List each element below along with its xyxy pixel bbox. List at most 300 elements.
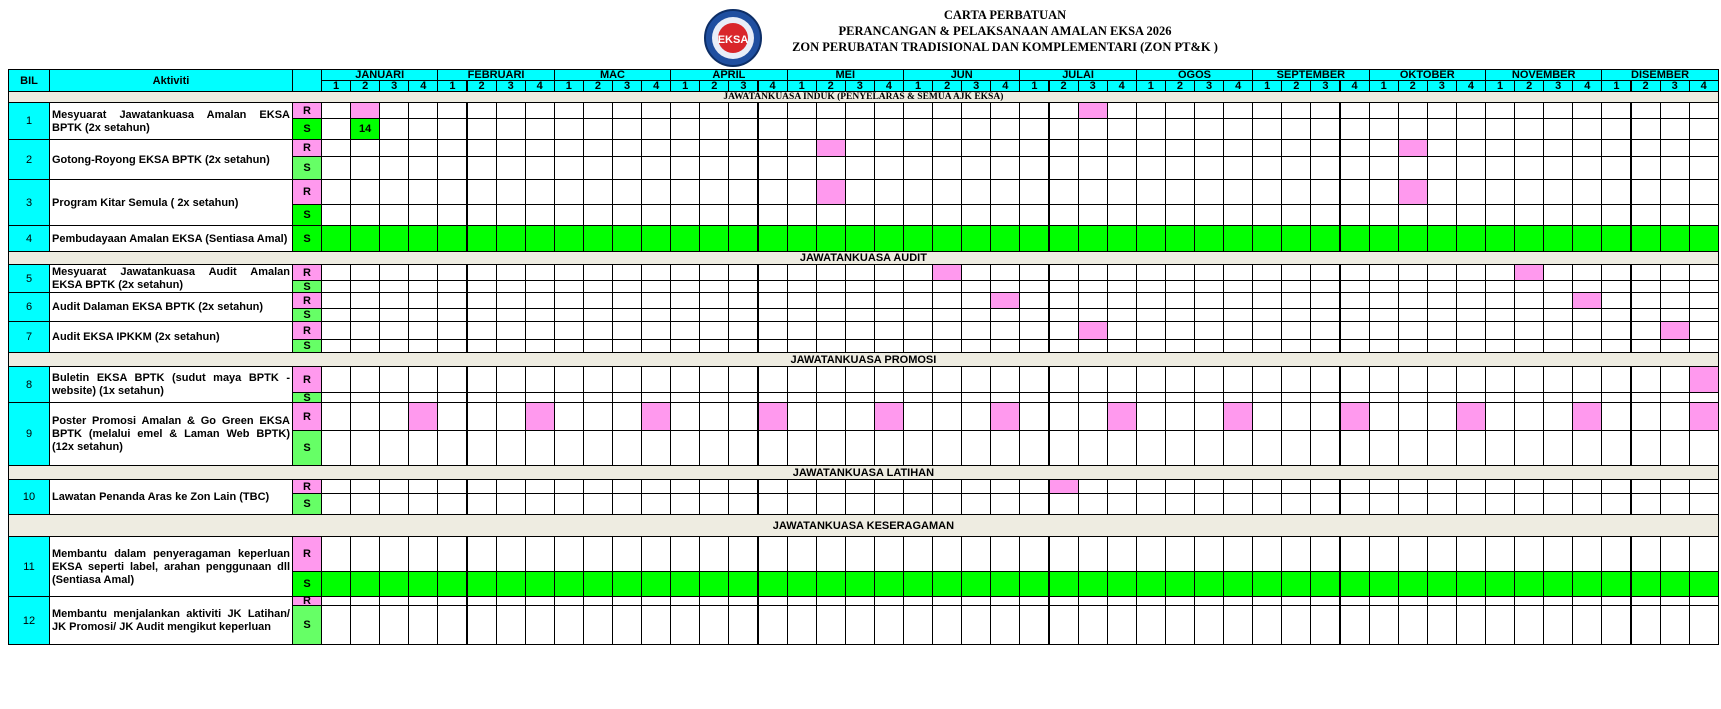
plan-cell[interactable] [1456, 536, 1486, 572]
plan-cell[interactable] [1049, 402, 1079, 431]
plan-cell[interactable] [903, 264, 933, 281]
actual-cell[interactable] [1543, 339, 1573, 353]
plan-cell[interactable] [612, 479, 642, 494]
plan-cell[interactable] [699, 292, 729, 309]
actual-cell[interactable] [1398, 493, 1428, 515]
actual-cell[interactable] [1456, 308, 1486, 322]
plan-cell[interactable] [1601, 536, 1631, 572]
actual-cell[interactable] [554, 118, 584, 140]
plan-cell[interactable] [670, 264, 700, 281]
plan-cell[interactable] [1456, 264, 1486, 281]
plan-cell[interactable] [612, 536, 642, 572]
actual-cell[interactable] [1310, 118, 1340, 140]
actual-cell-done[interactable] [1543, 225, 1573, 252]
actual-cell[interactable] [1572, 204, 1602, 226]
actual-cell[interactable] [1456, 605, 1486, 645]
plan-cell[interactable] [1136, 402, 1166, 431]
plan-cell[interactable] [1543, 102, 1573, 119]
actual-cell[interactable] [525, 493, 555, 515]
actual-cell[interactable] [1485, 204, 1515, 226]
plan-cell[interactable] [1281, 366, 1311, 393]
plan-cell[interactable] [670, 139, 700, 157]
actual-cell[interactable] [554, 339, 584, 353]
actual-cell[interactable] [1514, 308, 1544, 322]
plan-cell[interactable] [1514, 139, 1544, 157]
plan-cell[interactable] [1310, 139, 1340, 157]
actual-cell[interactable] [1281, 430, 1311, 466]
actual-cell-done[interactable] [1078, 225, 1108, 252]
actual-cell[interactable] [1514, 339, 1544, 353]
actual-cell[interactable] [641, 204, 671, 226]
plan-cell[interactable] [1049, 179, 1079, 205]
plan-cell[interactable] [1660, 292, 1690, 309]
actual-cell[interactable] [583, 204, 613, 226]
actual-cell-done[interactable] [728, 571, 758, 597]
actual-cell-done[interactable] [932, 571, 962, 597]
actual-cell-done[interactable] [1485, 571, 1515, 597]
plan-cell[interactable] [787, 366, 817, 393]
plan-cell[interactable] [1078, 402, 1108, 431]
actual-cell[interactable] [437, 204, 467, 226]
actual-cell-done[interactable] [1427, 571, 1457, 597]
plan-cell[interactable] [379, 402, 409, 431]
actual-cell-done[interactable] [467, 225, 497, 252]
plan-cell[interactable] [1107, 479, 1137, 494]
actual-cell[interactable] [641, 605, 671, 645]
plan-cell-marked[interactable] [932, 264, 962, 281]
actual-cell[interactable] [874, 430, 904, 466]
plan-cell[interactable] [758, 264, 788, 281]
actual-cell[interactable] [903, 430, 933, 466]
plan-cell[interactable] [554, 292, 584, 309]
actual-cell[interactable] [1107, 118, 1137, 140]
actual-cell-done[interactable] [1194, 571, 1224, 597]
plan-cell[interactable] [1049, 292, 1079, 309]
plan-cell[interactable] [1369, 321, 1399, 340]
actual-cell[interactable] [467, 605, 497, 645]
actual-cell[interactable] [1165, 156, 1195, 180]
plan-cell-marked[interactable] [1398, 139, 1428, 157]
plan-cell[interactable] [379, 264, 409, 281]
actual-cell[interactable] [1223, 308, 1253, 322]
actual-cell[interactable] [1049, 204, 1079, 226]
actual-cell-done[interactable] [816, 225, 846, 252]
actual-cell[interactable] [990, 308, 1020, 322]
actual-cell[interactable] [379, 430, 409, 466]
actual-cell[interactable] [496, 493, 526, 515]
plan-cell[interactable] [612, 102, 642, 119]
actual-cell[interactable] [816, 493, 846, 515]
plan-cell[interactable] [612, 366, 642, 393]
actual-cell[interactable] [496, 339, 526, 353]
plan-cell[interactable] [467, 366, 497, 393]
actual-cell-done[interactable] [641, 225, 671, 252]
actual-cell[interactable] [350, 156, 380, 180]
plan-cell-marked[interactable] [1572, 402, 1602, 431]
actual-cell-done[interactable] [1660, 225, 1690, 252]
plan-cell[interactable] [525, 292, 555, 309]
actual-cell[interactable] [816, 204, 846, 226]
actual-cell[interactable] [1456, 339, 1486, 353]
actual-cell[interactable] [554, 430, 584, 466]
plan-cell[interactable] [1194, 292, 1224, 309]
plan-cell[interactable] [1514, 292, 1544, 309]
plan-cell[interactable] [1049, 102, 1079, 119]
plan-cell[interactable] [1456, 321, 1486, 340]
actual-cell-done[interactable] [1689, 225, 1719, 252]
plan-cell[interactable] [1543, 366, 1573, 393]
actual-cell[interactable] [758, 493, 788, 515]
plan-cell[interactable] [467, 139, 497, 157]
actual-cell[interactable] [758, 156, 788, 180]
actual-cell[interactable] [612, 308, 642, 322]
plan-cell[interactable] [350, 179, 380, 205]
plan-cell[interactable] [1631, 292, 1661, 309]
actual-cell[interactable] [437, 493, 467, 515]
plan-cell[interactable] [1543, 292, 1573, 309]
plan-cell[interactable] [408, 139, 438, 157]
actual-cell-done[interactable] [1223, 571, 1253, 597]
actual-cell[interactable] [1107, 204, 1137, 226]
plan-cell[interactable] [1136, 179, 1166, 205]
plan-cell[interactable] [1601, 402, 1631, 431]
actual-cell[interactable] [1136, 339, 1166, 353]
plan-cell[interactable] [1194, 536, 1224, 572]
plan-cell[interactable] [699, 366, 729, 393]
actual-cell[interactable] [1078, 605, 1108, 645]
actual-cell[interactable] [1019, 308, 1049, 322]
plan-cell[interactable] [758, 292, 788, 309]
plan-cell[interactable] [1427, 292, 1457, 309]
actual-cell-done[interactable] [612, 225, 642, 252]
actual-cell[interactable] [612, 118, 642, 140]
plan-cell[interactable] [787, 102, 817, 119]
actual-cell[interactable] [787, 605, 817, 645]
actual-cell-done[interactable] [1136, 571, 1166, 597]
actual-cell[interactable] [437, 156, 467, 180]
plan-cell[interactable] [1340, 102, 1370, 119]
plan-cell[interactable] [408, 292, 438, 309]
plan-cell[interactable] [1631, 102, 1661, 119]
plan-cell[interactable] [1689, 102, 1719, 119]
actual-cell[interactable] [932, 430, 962, 466]
actual-cell[interactable] [1252, 605, 1282, 645]
plan-cell[interactable] [1223, 292, 1253, 309]
actual-cell[interactable] [1340, 308, 1370, 322]
plan-cell[interactable] [1165, 264, 1195, 281]
actual-cell[interactable] [1223, 605, 1253, 645]
plan-cell[interactable] [1223, 479, 1253, 494]
plan-cell[interactable] [787, 264, 817, 281]
plan-cell[interactable] [1078, 179, 1108, 205]
plan-cell[interactable] [758, 366, 788, 393]
plan-cell[interactable] [670, 402, 700, 431]
plan-cell[interactable] [1136, 264, 1166, 281]
plan-cell[interactable] [903, 292, 933, 309]
actual-cell[interactable] [496, 118, 526, 140]
actual-cell[interactable] [612, 430, 642, 466]
plan-cell[interactable] [1601, 292, 1631, 309]
plan-cell[interactable] [787, 139, 817, 157]
plan-cell[interactable] [583, 102, 613, 119]
actual-cell-done[interactable] [1631, 225, 1661, 252]
plan-cell[interactable] [1136, 366, 1166, 393]
actual-cell[interactable] [1252, 308, 1282, 322]
plan-cell[interactable] [437, 402, 467, 431]
plan-cell[interactable] [1543, 536, 1573, 572]
plan-cell[interactable] [1485, 102, 1515, 119]
actual-cell[interactable] [990, 156, 1020, 180]
actual-cell[interactable] [1107, 493, 1137, 515]
plan-cell[interactable] [525, 264, 555, 281]
actual-cell-done[interactable] [990, 225, 1020, 252]
plan-cell[interactable] [1485, 264, 1515, 281]
actual-cell[interactable] [670, 493, 700, 515]
actual-cell[interactable] [699, 430, 729, 466]
plan-cell[interactable] [1631, 536, 1661, 572]
plan-cell[interactable] [1369, 264, 1399, 281]
plan-cell[interactable] [379, 321, 409, 340]
actual-cell[interactable] [1049, 308, 1079, 322]
plan-cell[interactable] [845, 402, 875, 431]
plan-cell[interactable] [1398, 292, 1428, 309]
plan-cell[interactable] [1689, 321, 1719, 340]
actual-cell[interactable] [1601, 339, 1631, 353]
actual-cell[interactable] [728, 339, 758, 353]
actual-cell[interactable] [1456, 430, 1486, 466]
actual-cell[interactable] [816, 339, 846, 353]
plan-cell[interactable] [1252, 292, 1282, 309]
plan-cell[interactable] [1136, 479, 1166, 494]
actual-cell[interactable] [1485, 339, 1515, 353]
actual-cell[interactable] [1107, 308, 1137, 322]
actual-cell-done[interactable] [1136, 225, 1166, 252]
actual-cell[interactable] [699, 339, 729, 353]
plan-cell[interactable] [408, 179, 438, 205]
plan-cell[interactable] [1078, 479, 1108, 494]
actual-cell[interactable] [1078, 430, 1108, 466]
actual-cell[interactable] [699, 605, 729, 645]
plan-cell[interactable] [1689, 292, 1719, 309]
plan-cell[interactable] [845, 139, 875, 157]
plan-cell[interactable] [1572, 479, 1602, 494]
actual-cell[interactable] [1543, 204, 1573, 226]
actual-cell[interactable] [554, 156, 584, 180]
actual-cell[interactable] [816, 308, 846, 322]
plan-cell[interactable] [670, 366, 700, 393]
actual-cell[interactable] [932, 118, 962, 140]
actual-cell-done[interactable] [1310, 571, 1340, 597]
actual-cell-done[interactable] [1078, 571, 1108, 597]
actual-cell[interactable] [379, 308, 409, 322]
actual-cell-done[interactable] [1019, 571, 1049, 597]
plan-cell[interactable] [1310, 402, 1340, 431]
actual-cell[interactable] [845, 493, 875, 515]
actual-cell[interactable] [554, 605, 584, 645]
plan-cell[interactable] [1049, 536, 1079, 572]
plan-cell[interactable] [1019, 321, 1049, 340]
actual-cell[interactable] [1601, 430, 1631, 466]
actual-cell[interactable] [932, 493, 962, 515]
actual-cell[interactable] [1398, 339, 1428, 353]
plan-cell[interactable] [612, 402, 642, 431]
actual-cell[interactable] [787, 156, 817, 180]
plan-cell[interactable] [1194, 102, 1224, 119]
actual-cell[interactable] [758, 118, 788, 140]
plan-cell[interactable] [1398, 321, 1428, 340]
actual-cell[interactable] [1049, 493, 1079, 515]
plan-cell[interactable] [990, 139, 1020, 157]
plan-cell[interactable] [641, 102, 671, 119]
plan-cell[interactable] [874, 366, 904, 393]
actual-cell[interactable] [787, 493, 817, 515]
plan-cell[interactable] [437, 321, 467, 340]
actual-cell[interactable] [728, 493, 758, 515]
plan-cell[interactable] [1427, 139, 1457, 157]
actual-cell[interactable] [1281, 493, 1311, 515]
actual-cell[interactable] [990, 430, 1020, 466]
actual-cell[interactable] [903, 156, 933, 180]
plan-cell[interactable] [670, 102, 700, 119]
actual-cell[interactable] [1165, 204, 1195, 226]
plan-cell[interactable] [408, 321, 438, 340]
plan-cell[interactable] [1572, 264, 1602, 281]
actual-cell[interactable] [525, 605, 555, 645]
actual-cell[interactable] [1631, 339, 1661, 353]
plan-cell[interactable] [1631, 366, 1661, 393]
plan-cell[interactable] [932, 139, 962, 157]
actual-cell[interactable] [467, 156, 497, 180]
plan-cell[interactable] [583, 321, 613, 340]
actual-cell[interactable] [583, 156, 613, 180]
actual-cell[interactable] [961, 156, 991, 180]
actual-cell[interactable] [1136, 204, 1166, 226]
plan-cell[interactable] [1631, 321, 1661, 340]
plan-cell[interactable] [1223, 139, 1253, 157]
actual-cell[interactable] [496, 204, 526, 226]
actual-cell[interactable] [408, 605, 438, 645]
plan-cell[interactable] [1340, 139, 1370, 157]
plan-cell[interactable] [903, 479, 933, 494]
actual-cell-done[interactable] [1398, 225, 1428, 252]
plan-cell[interactable] [1572, 139, 1602, 157]
plan-cell[interactable] [1019, 179, 1049, 205]
plan-cell[interactable] [1165, 366, 1195, 393]
actual-cell-done[interactable] [961, 571, 991, 597]
plan-cell[interactable] [699, 102, 729, 119]
actual-cell[interactable] [932, 156, 962, 180]
actual-cell[interactable] [1631, 493, 1661, 515]
plan-cell[interactable] [699, 179, 729, 205]
actual-cell[interactable] [1340, 156, 1370, 180]
actual-cell-done[interactable] [1223, 225, 1253, 252]
actual-cell[interactable] [612, 204, 642, 226]
plan-cell[interactable] [932, 402, 962, 431]
plan-cell[interactable] [1660, 536, 1690, 572]
actual-cell[interactable] [525, 118, 555, 140]
plan-cell[interactable] [641, 264, 671, 281]
plan-cell[interactable] [554, 139, 584, 157]
plan-cell[interactable] [350, 479, 380, 494]
actual-cell-done[interactable] [1252, 571, 1282, 597]
actual-cell[interactable] [583, 493, 613, 515]
actual-cell[interactable] [379, 493, 409, 515]
plan-cell[interactable] [728, 102, 758, 119]
actual-cell[interactable] [1136, 605, 1166, 645]
actual-cell[interactable] [932, 339, 962, 353]
actual-cell[interactable] [1165, 339, 1195, 353]
actual-cell-done[interactable] [1514, 225, 1544, 252]
actual-cell[interactable] [1543, 430, 1573, 466]
actual-cell[interactable] [1078, 339, 1108, 353]
plan-cell[interactable] [1427, 366, 1457, 393]
actual-cell-done[interactable] [1369, 571, 1399, 597]
plan-cell[interactable] [961, 179, 991, 205]
actual-cell[interactable] [1427, 156, 1457, 180]
plan-cell-marked[interactable] [1572, 292, 1602, 309]
plan-cell[interactable] [728, 402, 758, 431]
plan-cell-marked[interactable] [525, 402, 555, 431]
actual-cell[interactable] [1631, 156, 1661, 180]
actual-cell[interactable] [845, 308, 875, 322]
plan-cell[interactable] [845, 264, 875, 281]
plan-cell[interactable] [1572, 102, 1602, 119]
actual-cell[interactable] [932, 204, 962, 226]
actual-cell[interactable] [583, 339, 613, 353]
actual-cell[interactable] [1019, 204, 1049, 226]
plan-cell[interactable] [758, 139, 788, 157]
plan-cell-marked[interactable] [990, 292, 1020, 309]
plan-cell[interactable] [496, 536, 526, 572]
plan-cell-marked[interactable] [641, 402, 671, 431]
actual-cell[interactable] [1340, 430, 1370, 466]
plan-cell[interactable] [1369, 479, 1399, 494]
plan-cell[interactable] [1252, 479, 1282, 494]
actual-cell[interactable] [699, 118, 729, 140]
actual-cell[interactable] [874, 493, 904, 515]
plan-cell[interactable] [525, 179, 555, 205]
plan-cell[interactable] [1660, 479, 1690, 494]
actual-cell[interactable] [1078, 204, 1108, 226]
actual-cell[interactable] [932, 605, 962, 645]
actual-cell-done[interactable] [1281, 571, 1311, 597]
actual-cell-done[interactable] [1601, 225, 1631, 252]
actual-cell[interactable] [1049, 156, 1079, 180]
actual-cell[interactable] [961, 204, 991, 226]
actual-cell[interactable] [1601, 308, 1631, 322]
plan-cell[interactable] [1107, 321, 1137, 340]
plan-cell[interactable] [1340, 479, 1370, 494]
plan-cell[interactable] [1223, 366, 1253, 393]
actual-cell-done[interactable] [583, 571, 613, 597]
plan-cell[interactable] [932, 536, 962, 572]
actual-cell[interactable] [1485, 308, 1515, 322]
plan-cell[interactable] [1340, 264, 1370, 281]
plan-cell[interactable] [1485, 179, 1515, 205]
actual-cell[interactable] [1572, 605, 1602, 645]
plan-cell[interactable] [1456, 179, 1486, 205]
actual-cell[interactable] [1485, 430, 1515, 466]
plan-cell[interactable] [990, 179, 1020, 205]
plan-cell[interactable] [1107, 179, 1137, 205]
plan-cell[interactable] [845, 321, 875, 340]
plan-cell-marked[interactable] [1223, 402, 1253, 431]
actual-cell[interactable] [641, 339, 671, 353]
actual-cell[interactable] [1194, 118, 1224, 140]
actual-cell[interactable] [1427, 308, 1457, 322]
actual-cell[interactable] [612, 605, 642, 645]
plan-cell-marked[interactable] [874, 402, 904, 431]
